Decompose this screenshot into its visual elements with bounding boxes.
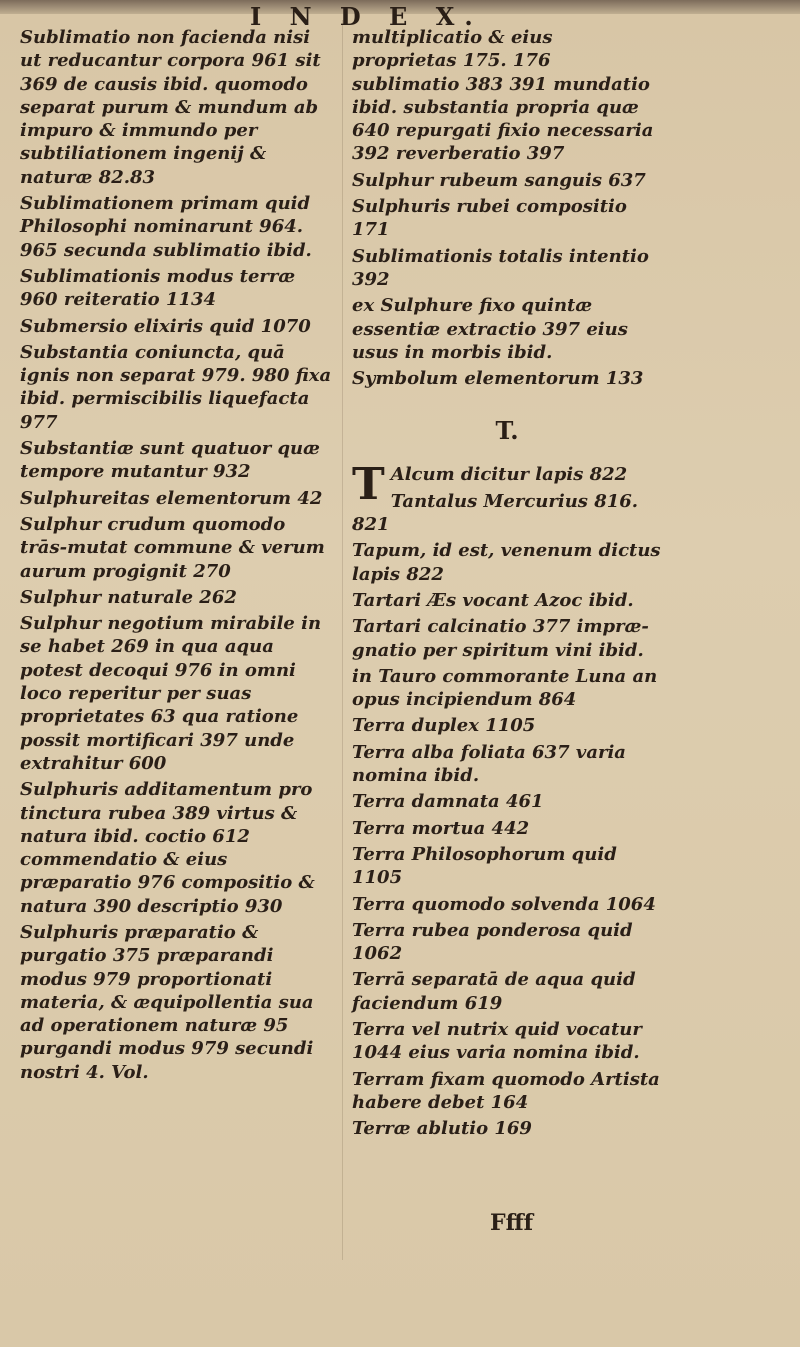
index-entry: Terrā separatā de aqua quid faciendum 619 <box>352 969 636 1014</box>
index-entry: Terra quomodo solvenda 1064 <box>352 893 656 915</box>
signature-mark: Ffff <box>490 1210 534 1236</box>
index-entry: Submersio elixiris quid 1070 <box>20 315 311 337</box>
section-letter: T. <box>495 416 519 446</box>
index-entry: Tantalus Mercurius 816. 821 <box>352 490 639 536</box>
index-entry: Terræ ablutio 169 <box>352 1118 532 1140</box>
dropcap: T <box>352 459 385 511</box>
index-entry: Tartari calcinatio 377 impræ-gnatio per spiritum vini ibid. <box>352 616 649 661</box>
index-entry: Sulphuris rubei compositio 171 <box>352 196 627 241</box>
index-entry: Terram fixam quomodo Artista habere debet 164 <box>352 1068 660 1113</box>
index-entry: Substantiæ sunt quatuor quæ tempore mutantur 932 <box>20 438 320 483</box>
page-header: I N D E X. <box>250 2 483 31</box>
index-entry: Terra rubea ponderosa quid 1062 <box>352 919 633 965</box>
index-entry: Substantia coniuncta, quā ignis non separat 979. 980 fixa ibid. permiscibilis liquefacta 977 <box>20 341 332 433</box>
index-entry: Tartari Æs vocant Azoc ibid. <box>352 589 634 611</box>
index-entry: Terra alba foliata 637 varia nomina ibid. <box>352 741 626 787</box>
index-entry: Terra mortua 442 <box>352 817 530 839</box>
index-entry: Sublimationis modus terræ 960 reiteratio 1134 <box>20 265 296 311</box>
column-divider <box>342 20 343 1260</box>
index-entry: Terra damnata 461 <box>352 791 544 813</box>
index-entry: Sulphuris additamentum pro tinctura rubea 389 virtus & natura ibid. coctio 612 commendatio & eius præparatio 976 compositio & natura 390 descriptio 930 <box>20 779 315 917</box>
index-entry: Sulphur negotium mirabile in se habet 269 in qua aqua potest decoqui 976 in omni loco reperitur per suas proprietates 63 qua ratione possit mortificari 397 unde extrahitur 600 <box>20 613 322 774</box>
entry-text: Alcum dicitur lapis 822 <box>390 464 628 486</box>
index-entry: Sulphuris præparatio & purgatio 375 præparandi modus 979 proportionati materia, & æquipollentia sua ad operationem naturæ 95 purgandi modus 979 secundi nostri 4. Vol. <box>20 921 314 1083</box>
index-entry <box>352 459 662 511</box>
index-entry: Terra Philosophorum quid 1105 <box>352 843 617 889</box>
index-entry: Sulphureitas elementorum 42 <box>20 487 323 509</box>
index-entry: Sublimationis totalis intentio 392 <box>352 245 649 290</box>
index-entry: Sublimatio non facienda nisi ut reducantur corpora 961 sit 369 de causis ibid. quomodo separat purum & mundum ab impuro & immundo per subtiliationem ingenij & naturæ 82.83 <box>20 27 321 188</box>
index-entry: Sulphur naturale 262 <box>20 586 237 608</box>
index-entry: Symbolum elementorum 133 <box>352 368 644 390</box>
index-entry: Tapum, id est, venenum dictus lapis 822 <box>352 540 661 585</box>
index-entry: Sulphur crudum quomodo trās-mutat commune & verum aurum progignit 270 <box>20 513 325 582</box>
left-column <box>20 26 335 1087</box>
index-entry: Sublimationem primam quid Philosophi nominarunt 964. 965 secunda sublimatio ibid. <box>20 193 312 261</box>
right-column <box>352 26 662 1143</box>
index-entry: Terra vel nutrix quid vocatur 1044 eius varia nomina ibid. <box>352 1018 642 1064</box>
index-entry: in Tauro commorante Luna an opus incipiendum 864 <box>352 665 658 711</box>
index-entry: Sulphur rubeum sanguis 637 <box>352 169 646 191</box>
index-entry: multiplicatio & eius proprietas 175. 176 sublimatio 383 391 mundatio ibid. substantia propria quæ 640 repurgati fixio necessaria 392 reverberatio 397 <box>352 27 654 165</box>
index-entry: Terra duplex 1105 <box>352 715 536 737</box>
index-entry: ex Sulphure fixo quintæ essentiæ extractio 397 eius usus in morbis ibid. <box>352 295 628 363</box>
